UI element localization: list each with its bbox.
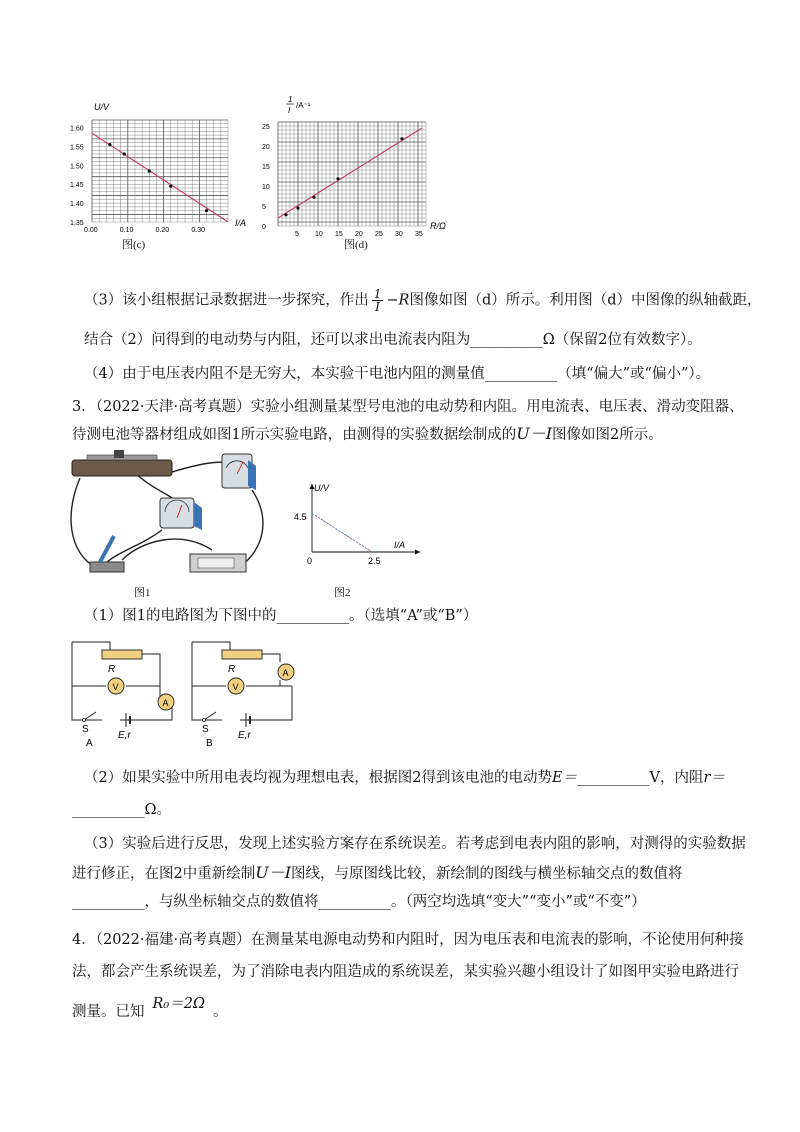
data-point — [108, 143, 111, 146]
x-tick-label: 5 — [295, 231, 299, 238]
data-point — [148, 169, 151, 172]
figure-d-xlabel: R/Ω — [430, 221, 446, 231]
figure-c-ticks — [70, 126, 205, 234]
resistor-label: R — [108, 664, 116, 675]
y-tick-label: 5 — [262, 204, 266, 211]
circuit-b — [182, 636, 312, 748]
data-point — [400, 137, 403, 140]
y-tick-label: 1.35 — [70, 220, 84, 227]
switch-label: S — [202, 724, 209, 735]
figure-2-xlabel: I/A — [394, 540, 406, 550]
q3-4-line: （4）由于电压表内阻不是无穷大，本实验干电池内阻的测量值__________（填“偏大”或“偏小”）。 — [84, 366, 711, 382]
voltmeter-icon — [160, 498, 202, 530]
battery-icon — [190, 554, 246, 572]
q3-3b-line3: __________，与纵坐标轴交点的数值将__________。（两空均选填“变大”“变小”或“不变”） — [72, 894, 646, 910]
circuit-b-label: B — [206, 738, 213, 748]
q3-2-line2: __________Ω。 — [72, 802, 172, 818]
q3-3b-line2: 进行修正，在图2中重新绘制U－I图线，与原图线比较，新绘制的图线与横坐标轴交点的数值将 — [72, 863, 683, 882]
data-point — [205, 209, 208, 212]
figure-c-points — [108, 143, 208, 212]
q4-line1: 4．（2022·福建·高考真题）在测量某电源电动势和内阻时，因为电压表和电流表的影响，不论使用何种接 — [72, 932, 744, 948]
x-tick-label: 30 — [395, 231, 403, 238]
resistor-icon — [222, 650, 262, 659]
data-point — [296, 206, 299, 209]
svg-text:A: A — [282, 668, 289, 678]
figure-2-y-mark: 4.5 — [294, 512, 307, 522]
r0-formula: R₀＝2Ω — [152, 996, 205, 1012]
q3-3-line2: 结合（2）问得到的电动势与内阻，还可以求出电流表内阻为__________Ω（保留2位有效数字）。 — [84, 332, 702, 348]
x-tick-label: 25 — [375, 231, 383, 238]
figure-d-ylabel-den: I — [288, 106, 291, 115]
x-tick-label: 10 — [315, 231, 323, 238]
svg-text:V: V — [232, 682, 239, 692]
svg-text:V: V — [112, 682, 119, 692]
resistor-label: R — [228, 664, 236, 675]
figure-c — [70, 98, 270, 248]
y-tick-label: 1.60 — [70, 125, 84, 133]
q3-3-line1: （3）该小组根据记录数据进一步探究，作出 $\frac{1}{I}$ −R图像如图（d）所示。利用图（d）中图像的纵轴截距， — [84, 287, 762, 314]
figure-d-ylabel-unit: /A⁻¹ — [296, 101, 311, 110]
y-tick-label: 10 — [262, 184, 270, 191]
frac-num: 1 — [373, 287, 382, 301]
q3-1-line: （1）图1的电路图为下图中的__________。（选填“A”或“B”） — [84, 608, 478, 624]
y-tick-label: 1.50 — [70, 163, 84, 171]
minus-r: −R — [386, 292, 410, 309]
data-point — [169, 185, 172, 188]
figure-d-ylabel-num: 1 — [288, 95, 293, 104]
figure-d-caption: 图(d) — [344, 239, 368, 251]
x-tick-label: 20 — [355, 231, 363, 238]
figure-1-apparatus — [62, 450, 274, 582]
y-tick-label: 15 — [262, 164, 270, 171]
figure-2-ylabel: U/V — [314, 483, 330, 493]
figure-2-origin: 0 — [307, 556, 313, 566]
q4-line2: 法，都会产生系统误差，为了消除电表内阻造成的系统误差，某实验兴趣小组设计了如图甲实验电路进行 — [72, 964, 739, 980]
circuit-a — [62, 636, 192, 748]
data-point — [123, 152, 126, 155]
data-point — [284, 213, 287, 216]
x-tick-label: 15 — [335, 231, 343, 238]
y-tick-label: 25 — [262, 124, 270, 131]
figure-2-caption: 图2 — [334, 587, 351, 599]
q3-stem-line2: 待测电池等器材组成如图1所示实验电路，由测得的实验数据绘制成的U－I图像如图2所示。 — [72, 424, 663, 443]
circuit-a-label: A — [86, 738, 93, 748]
x-tick-label: 0.30 — [191, 227, 205, 234]
figure-1-caption: 图1 — [134, 587, 151, 599]
y-tick-label: 1.55 — [70, 144, 84, 152]
battery-label: E,r — [238, 730, 251, 741]
figure-c-grid — [92, 120, 228, 222]
y-tick-label: 1.40 — [70, 201, 84, 209]
y-tick-label: 20 — [262, 144, 270, 151]
q4-line3: 测量。已知 R₀＝2Ω 。 — [72, 996, 228, 1020]
data-point — [336, 177, 339, 180]
battery-label: E,r — [118, 730, 131, 741]
figure-c-xlabel: I/A — [235, 218, 247, 228]
switch-label: S — [82, 724, 89, 735]
figure-d — [258, 92, 458, 248]
figure-d-grid — [278, 122, 426, 226]
data-point — [312, 196, 315, 199]
q3-2-line1: （2）如果实验中所用电表均视为理想电表，根据图2得到该电池的电动势E＝__________V，内阻r＝ — [84, 770, 725, 786]
x-tick-label: 0.00 — [84, 227, 98, 234]
figure-2-x-mark: 2.5 — [368, 556, 381, 566]
x-tick-label: 0.20 — [155, 227, 170, 234]
rheostat-icon — [72, 460, 172, 476]
y-tick-label: 0 — [262, 224, 266, 231]
resistor-icon — [102, 650, 142, 659]
figure-2 — [290, 478, 430, 578]
figure-c-caption: 图(c) — [122, 239, 146, 251]
y-tick-label: 1.45 — [70, 182, 84, 190]
q3-stem-line1: 3．（2022·天津·高考真题）实验小组测量某型号电池的电动势和内阻。用电流表、电压表、滑动变阻器、 — [72, 399, 744, 415]
ammeter-icon — [222, 454, 256, 490]
figure-c-ylabel: U/V — [94, 102, 110, 112]
svg-text:A: A — [162, 698, 169, 708]
x-tick-label: 0.10 — [119, 227, 134, 234]
q3-3b-line1: （3）实验后进行反思，发现上述实验方案存在系统误差。若考虑到电表内阻的影响，对测得的实验数据 — [84, 836, 746, 852]
x-tick-label: 35 — [415, 231, 423, 238]
frac-den: I — [375, 300, 380, 314]
